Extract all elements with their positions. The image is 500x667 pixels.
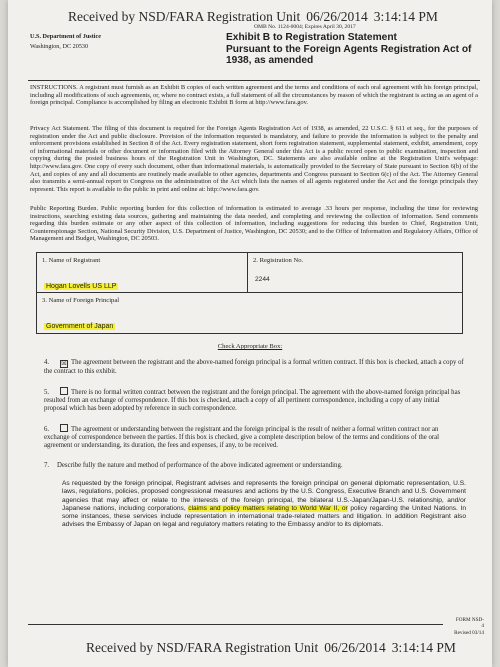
registrant-name-value: Hogan Lovells US LLP [46, 283, 117, 290]
stamp-time: 3:14:14 PM [391, 640, 456, 655]
agency-name: U.S. Department of Justice [30, 33, 101, 40]
omb-number: OMB No. 1124-0004; Expires April 30, 2017 [254, 24, 356, 30]
item-6-checkbox[interactable] [60, 424, 68, 432]
public-reporting-burden: Public Reporting Burden. Public reporting burden for this collection of information is estimated to average .33 hours per response, including the time for reviewing instructions, searching existing data sources, gathering and maintaining the data needed, and completing and reviewing the collection of information. Send comments regarding this burden estimate or any other aspect of this collection of information, including suggestions for reducing this burden to Chief, Registration Unit, Counterespionage Section, National Security Division, U.S. Department of Justice, Washington, DC 20530; and to the Office of Information and Regulatory Affairs, Office of Management and Budget, Washington, DC 20503. [30, 205, 478, 243]
registrant-name-label: 1. Name of Registrant [42, 257, 101, 264]
stamp-date: 06/26/2014 [324, 640, 386, 655]
foreign-principal-label: 3. Name of Foreign Principal [42, 297, 120, 304]
title-line-3: 1938, as amended [226, 55, 314, 67]
foreign-principal-value: Government of Japan [46, 323, 114, 330]
stamp-date: 06/26/2014 [306, 9, 368, 24]
registration-number-label: 2. Registration No. [253, 257, 304, 264]
description-highlight: claims and policy matters relating to World War II, or [188, 504, 348, 512]
item-6-number: 6. [44, 426, 50, 433]
instructions-paragraph: INSTRUCTIONS. A registrant must furnish as an Exhibit B copies of each written agreement and the terms and conditions of each oral agreement with his foreign principal, including all modifications of such agreements, or, where no contract exists, a full statement of all the circumstances by reason of which the registrant is acting as an agent of a foreign principal. Compliance is accomplished by filing an electronic Exhibit B form at http://www.fara.gov. [30, 84, 478, 107]
registrant-name-box [36, 252, 248, 293]
registration-number-value: 2244 [255, 276, 270, 283]
item-4 [44, 359, 464, 376]
stamp-time: 3:14:14 PM [373, 9, 438, 24]
form-code-line-1: FORM NSD-4 [455, 617, 484, 630]
item-4-text: The agreement between the registrant and the above-named foreign principal is a formal written contract. If this box is checked, attach a copy of the contract to this exhibit. [44, 359, 464, 375]
description-part-2: policy regarding the United Nations. In some instances, these services include representation in international trade-related matters and litigation. In addition Registrant also advises the Embassy of Japan on legal and regulatory matters relating to the Embassy and/or to its diplomats. [62, 504, 466, 529]
form-code-line-2: Revised 03/14 [454, 629, 484, 636]
privacy-act-statement: Privacy Act Statement. The filing of this document is required for the Foreign Agents Registration Act of 1938, as amended, 22 U.S.C. § 611 et seq., for the purposes of registration under the Act and public disclosure. Provision of the information requested is mandatory, and failure to provide the information is subject to the penalty and enforcement provisions established in Section 8 of the Act. Every registration statement, short form registration statement, supplemental statement, exhibit, amendment, copy of informational materials or other document or information filed with the Attorney General under this Act is a public record open to public examination, inspection and copying during the posted business hours of the Registration Unit in Washington, DC. Statements are also available online at the Registration Unit's webpage: http://www.fara.gov. One copy of every such document, other than informational materials, is automatically provided to the Secretary of State pursuant to Section 6(b) of the Act, and copies of any and all documents are routinely made available to other agencies, departments and Congress pursuant to Section 6(c) of the Act. The Attorney General also transmits a semi-annual report to Congress on the administration of the Act which lists the names of all agents registered under the Act and the foreign principals they represent. This report is available to the public in print and online at: http://www.fara.gov. [30, 125, 478, 193]
item-4-checkbox[interactable]: ☒ [61, 361, 67, 367]
foreign-principal-box [36, 292, 463, 334]
header-divider [28, 80, 480, 81]
item-7-number: 7. [44, 462, 50, 469]
title-line-2: Pursuant to the Foreign Agents Registration Act of [226, 43, 472, 55]
footer-divider [28, 624, 443, 625]
item-7-text: Describe fully the nature and method of performance of the above indicated agreement or understanding. [57, 462, 343, 469]
title-line-1: Exhibit B to Registration Statement [226, 32, 397, 43]
description-part-1: As requested by the foreign principal, Registrant advises and represents the foreign principal on general diplomatic representation, U.S. laws, regulations, policies, proposed congressional measures and actions by the U.S. Congress, Executive Branch and U.S. Government agencies that may affect or relate to the interests of the foreign principal, the bilateral U.S.-Japan/Japan-U.S. relationship, and/or Japanese nations, including corporations, [62, 480, 466, 512]
document-page [8, 0, 492, 667]
agency-address: Washington, DC 20530 [30, 43, 89, 50]
item-6 [44, 424, 464, 451]
form-title [226, 32, 488, 67]
item-5-number: 5. [44, 389, 50, 396]
received-stamp-bottom [86, 640, 462, 656]
item-6-text: The agreement or understanding between the registrant and the foreign principal is the result of neither a formal written contract nor an exchange of correspondence between the parties. If this box is checked, give a complete description below of the terms and conditions of the oral agreement or understanding, its duration, the fees and expenses, if any, to be received. [44, 426, 440, 450]
agreement-description [62, 480, 466, 530]
stamp-text: Received by NSD/FARA Registration Unit [68, 9, 301, 24]
item-5-text: There is no formal written contract between the registrant and the foreign principal. The agreement with the above-named foreign principal has resulted from an exchange of correspondence. If this box is checked, attach a copy of all pertinent correspondence, including a copy of any initial proposal which has been adopted by reference in such correspondence. [44, 389, 461, 413]
item-5 [44, 387, 464, 414]
check-box-header: Check Appropriate Box: [217, 343, 283, 350]
received-stamp-top [68, 9, 444, 25]
stamp-text: Received by NSD/FARA Registration Unit [86, 640, 319, 655]
item-4-number: 4. [44, 359, 50, 366]
form-code [454, 617, 484, 636]
item-7 [44, 462, 464, 470]
registration-number-box [247, 252, 463, 293]
item-5-checkbox[interactable] [60, 387, 68, 395]
